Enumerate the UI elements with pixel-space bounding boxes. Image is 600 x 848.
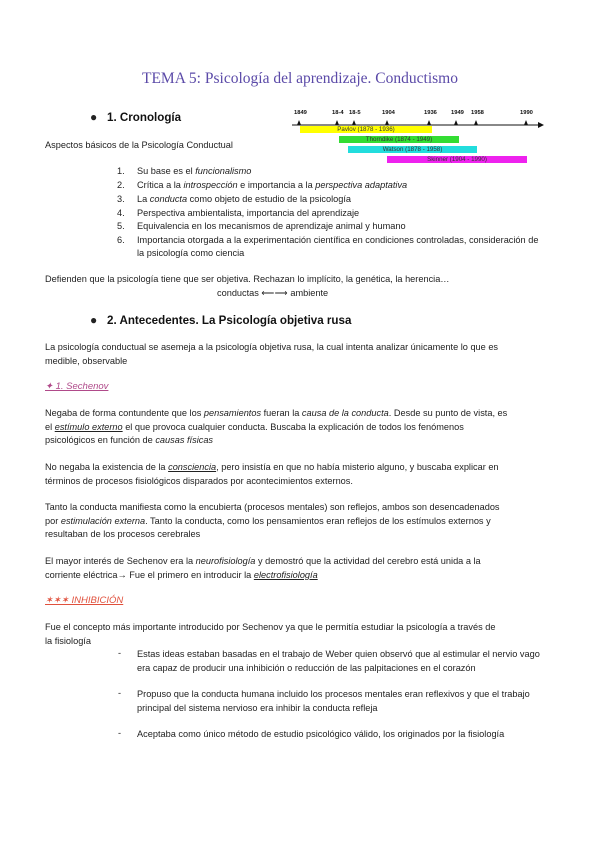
text: El mayor interés de Sechenov era la	[45, 556, 196, 566]
paragraph-inhibicion	[45, 621, 555, 648]
dash-item-conducta-refleja	[137, 688, 547, 715]
subheading-sechenov: ✦ 1. Sechenov	[45, 381, 109, 392]
aspects-label: Aspectos básicos de la Psicología Conductual	[45, 140, 233, 150]
list-item-continuation: la psicología como ciencia	[137, 248, 245, 258]
paragraph-consciencia	[45, 461, 555, 488]
list-item-text: La	[137, 194, 150, 204]
timeline-chart	[290, 110, 545, 170]
text: No negaba la existencia de la	[45, 462, 169, 472]
text: el que provoca cualquier conducta. Buscaba la explicación de todos los fenómenos	[122, 421, 464, 432]
list-item	[137, 166, 251, 176]
dash-marker: -	[118, 688, 122, 698]
list-item-emphasis: funcionalismo	[195, 166, 252, 176]
dash-marker: -	[118, 728, 122, 738]
list-item: Equivalencia en los mecanismos de aprendizaje animal y humano	[137, 221, 406, 231]
list-number: 5.	[117, 221, 125, 231]
bullet-icon: ●	[90, 313, 98, 327]
timeline-year: 1949	[451, 110, 464, 116]
text: el	[45, 421, 55, 432]
text-line: era capaz de producir una inhibición o reducción de las palpitaciones en el corazón	[137, 662, 476, 673]
text-line: Tanto la conducta manifiesta como la encubierta (procesos mentales) son reflejos, ambos son desencadenados	[45, 502, 500, 512]
list-number: 3.	[117, 194, 125, 204]
list-item: Importancia otorgada a la experimentación científica en condiciones controladas, consideración de	[137, 235, 539, 245]
text: por	[45, 515, 61, 526]
bullet-icon: ●	[90, 110, 98, 124]
text: corriente eléctrica→ Fue el primero en introducir la	[45, 569, 254, 580]
timeline-year: 1904	[382, 110, 395, 116]
timeline-year: 18-4	[332, 110, 344, 116]
list-number: 2.	[117, 180, 125, 190]
timeline-year: 18-5	[349, 110, 361, 116]
timeline-year: 1990	[520, 110, 533, 116]
text-emphasis: causas físicas	[155, 435, 214, 445]
timeline-bar-pavlov: Pavlov (1878 - 1936)	[300, 126, 432, 133]
text-line: términos de procesos fisiológicos disparados por acontecimientos externos.	[45, 475, 353, 486]
text-line: principal del sistema nervioso era inhibir la conducta refleja	[137, 702, 378, 713]
list-item-emphasis: perspectiva adaptativa	[315, 180, 408, 190]
list-item	[137, 180, 407, 190]
page-title: TEMA 5: Psicología del aprendizaje. Conductismo	[142, 70, 458, 87]
text: , pero insistía en que no había misterio alguno, y buscaba explicar en	[216, 462, 499, 472]
section-heading-antecedentes: 2. Antecedentes. La Psicología objetiva rusa	[107, 314, 352, 327]
text: fueran la	[261, 408, 302, 418]
dash-marker: -	[118, 648, 122, 658]
text-line: Propuso que la conducta humana incluido los procesos mentales eran reflexivos y que el trabajo	[137, 689, 530, 699]
timeline-year: 1849	[294, 110, 307, 116]
text-emphasis: causa de la conducta	[301, 408, 389, 418]
text-line: Estas ideas estaban basadas en el trabajo de Weber quien observó que al estimular el nervio vago	[137, 649, 540, 659]
text-line: La psicología conductual se asemeja a la psicología objetiva rusa, la cual intenta analizar únicamente lo que es	[45, 342, 499, 352]
list-item-text: como objeto de estudio de la psicología	[187, 194, 352, 204]
text-emphasis: consciencia	[168, 462, 217, 472]
list-item-emphasis: introspección	[183, 180, 238, 190]
timeline-year: 1958	[471, 110, 484, 116]
timeline-bar-thorndike: Thorndike (1874 - 1949)	[339, 136, 459, 143]
timeline-year: 1936	[424, 110, 437, 116]
text-emphasis: pensamientos	[203, 408, 262, 418]
list-item-emphasis: conducta	[149, 194, 188, 204]
list-item-text: e importancia a la	[237, 180, 316, 190]
list-number: 6.	[117, 235, 125, 245]
section-heading-cronologia: 1. Cronología	[107, 111, 182, 124]
text: psicológicos en función de	[45, 435, 156, 445]
text-line: la fisiología	[45, 635, 91, 646]
text-line: medible, observable	[45, 355, 128, 366]
text-emphasis: neurofisiología	[195, 556, 256, 566]
list-item: Perspectiva ambientalista, importancia del aprendizaje	[137, 208, 360, 218]
list-number: 1.	[117, 166, 125, 176]
paragraph-intro	[45, 341, 498, 368]
text: . Tanto la conducta, como los pensamientos eran reflejos de los estímulos externos y	[145, 515, 491, 526]
text-emphasis: estímulo externo	[54, 421, 123, 432]
list-item-text: Su base es el	[137, 166, 196, 176]
paragraph-neurofisiologia	[45, 555, 555, 582]
subheading-inhibicion: ✶✶✶ INHIBICIÓN	[45, 595, 124, 606]
list-item-text: Crítica a la	[137, 180, 184, 190]
text: y demostró que la actividad del cerebro está unida a la	[255, 556, 481, 566]
text-line: Fue el concepto más importante introducido por Sechenov ya que le permitía estudiar la psicología a través de	[45, 622, 496, 632]
paragraph-defienden: Defienden que la psicología tiene que ser objetiva. Rechazan lo implícito, la genética, la herencia…	[45, 274, 450, 284]
list-item	[137, 194, 351, 204]
conductas-ambiente: conductas ⟵⟶ ambiente	[217, 288, 329, 298]
dash-item-weber	[137, 648, 547, 675]
text-emphasis: estimulación externa	[60, 515, 146, 526]
text-emphasis: electrofisiología	[253, 569, 318, 580]
timeline-bar-watson: Watson (1878 - 1958)	[348, 146, 477, 153]
text: Negaba de forma contundente que los	[45, 408, 204, 418]
text: . Desde su punto de vista, es	[388, 408, 508, 418]
paragraph-pensamientos	[45, 407, 555, 448]
paragraph-reflejos	[45, 501, 555, 542]
timeline-bar-skinner: Skinner (1904 - 1990)	[387, 156, 527, 163]
text-line: resultaban de los procesos cerebrales	[45, 529, 201, 539]
dash-item-metodo: Aceptaba como único método de estudio psicológico válido, los originados por la fisiología	[137, 729, 505, 739]
list-number: 4.	[117, 208, 125, 218]
